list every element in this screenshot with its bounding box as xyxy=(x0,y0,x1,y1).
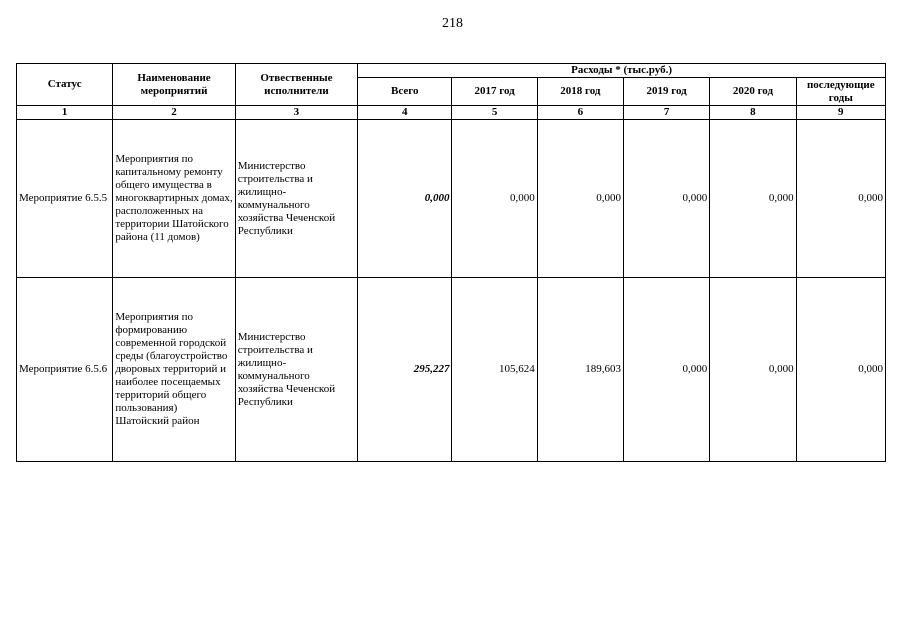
header-2018: 2018 год xyxy=(537,78,623,106)
header-2020: 2020 год xyxy=(710,78,796,106)
header-2019: 2019 год xyxy=(624,78,710,106)
column-index: 4 xyxy=(358,106,452,120)
row-2019: 0,000 xyxy=(624,278,710,462)
row-later: 0,000 xyxy=(796,120,885,278)
row-2018: 189,603 xyxy=(537,278,623,462)
row-name: Мероприятия по формированию современной городской среды (благоустройство дворовых территорий и наиболее посещаемых территорий общего пользования) Шатойский район xyxy=(113,278,235,462)
column-index: 1 xyxy=(17,106,113,120)
row-responsible: Министерство строительства и жилищно-коммунального хозяйства Чеченской Республики xyxy=(235,278,357,462)
header-responsible: Отвественные исполнители xyxy=(235,64,357,106)
column-index: 3 xyxy=(235,106,357,120)
row-2018: 0,000 xyxy=(537,120,623,278)
header-total: Всего xyxy=(358,78,452,106)
row-2020: 0,000 xyxy=(710,120,796,278)
row-status: Мероприятие 6.5.6 xyxy=(17,278,113,462)
header-later: последующие годы xyxy=(796,78,885,106)
column-index: 2 xyxy=(113,106,235,120)
row-total: 295,227 xyxy=(358,278,452,462)
column-index-row xyxy=(17,106,886,120)
page-number: 218 xyxy=(442,16,463,31)
column-index: 9 xyxy=(796,106,885,120)
expenses-table xyxy=(16,63,886,462)
column-index: 7 xyxy=(624,106,710,120)
header-status: Статус xyxy=(17,64,113,106)
header-name: Наименование мероприятий xyxy=(113,64,235,106)
row-2017: 105,624 xyxy=(452,278,537,462)
row-total: 0,000 xyxy=(358,120,452,278)
header-2017: 2017 год xyxy=(452,78,537,106)
row-responsible: Министерство строительства и жилищно-коммунального хозяйства Чеченской Республики xyxy=(235,120,357,278)
row-2019: 0,000 xyxy=(624,120,710,278)
column-index: 8 xyxy=(710,106,796,120)
row-status: Мероприятие 6.5.5 xyxy=(17,120,113,278)
header-expenses: Расходы * (тыс.руб.) xyxy=(358,64,886,78)
row-name: Мероприятия по капитальному ремонту общего имущества в многоквартирных домах, расположенных на территории Шатойского района (11 домов) xyxy=(113,120,235,278)
row-2020: 0,000 xyxy=(710,278,796,462)
row-2017: 0,000 xyxy=(452,120,537,278)
table-row xyxy=(17,120,886,278)
table-row xyxy=(17,278,886,462)
column-index: 6 xyxy=(537,106,623,120)
column-index: 5 xyxy=(452,106,537,120)
row-later: 0,000 xyxy=(796,278,885,462)
